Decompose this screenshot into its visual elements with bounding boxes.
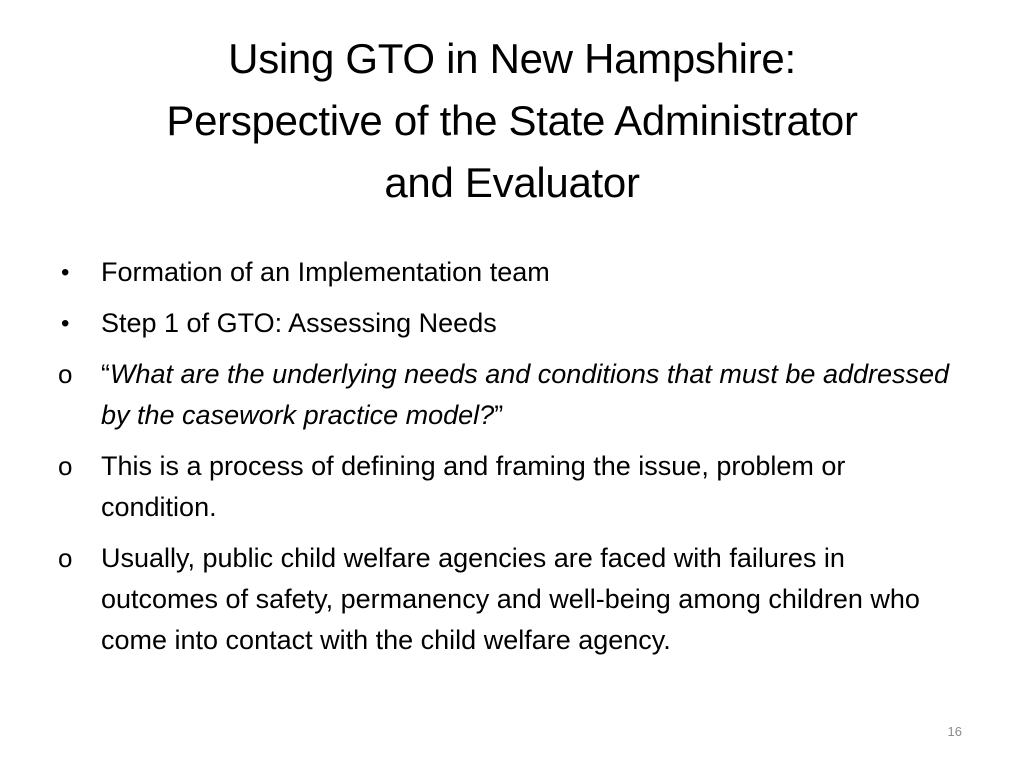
- bullet-text: This is a process of defining and framing the issue, problem or condition.: [101, 451, 846, 522]
- page-number: 16: [947, 724, 962, 739]
- bullet-list: [58, 252, 958, 671]
- bullet-text: Step 1 of GTO: Assessing Needs: [101, 308, 497, 338]
- bullet-item: [58, 252, 958, 293]
- bullet-text: Formation of an Implementation team: [101, 257, 550, 287]
- bullet-text: Usually, public child welfare agencies are faced with failures in outcomes of safety, permanency and well-being among children who come into contact with the child welfare agency.: [101, 543, 920, 655]
- open-quote: “: [101, 359, 110, 389]
- bullet-item: [58, 538, 958, 661]
- quote-italic-text: What are the underlying needs and conditions that must be addressed by the casework practice model?: [101, 359, 950, 430]
- bullet-circle-icon: o: [58, 543, 73, 573]
- bullet-dot-icon: •: [61, 259, 70, 286]
- bullet-item: [58, 303, 958, 344]
- bullet-circle-icon: o: [58, 359, 73, 389]
- close-quote: ”: [494, 400, 504, 430]
- title-line: and Evaluator: [384, 159, 640, 206]
- bullet-item: [58, 354, 958, 436]
- bullet-item: [58, 446, 958, 528]
- bullet-quote: [101, 359, 949, 430]
- title-line: Perspective of the State Administrator: [166, 97, 858, 144]
- bullet-circle-icon: o: [58, 451, 73, 481]
- title-line: Using GTO in New Hampshire:: [228, 35, 796, 82]
- bullet-dot-icon: •: [61, 310, 70, 337]
- slide-title: [40, 28, 984, 214]
